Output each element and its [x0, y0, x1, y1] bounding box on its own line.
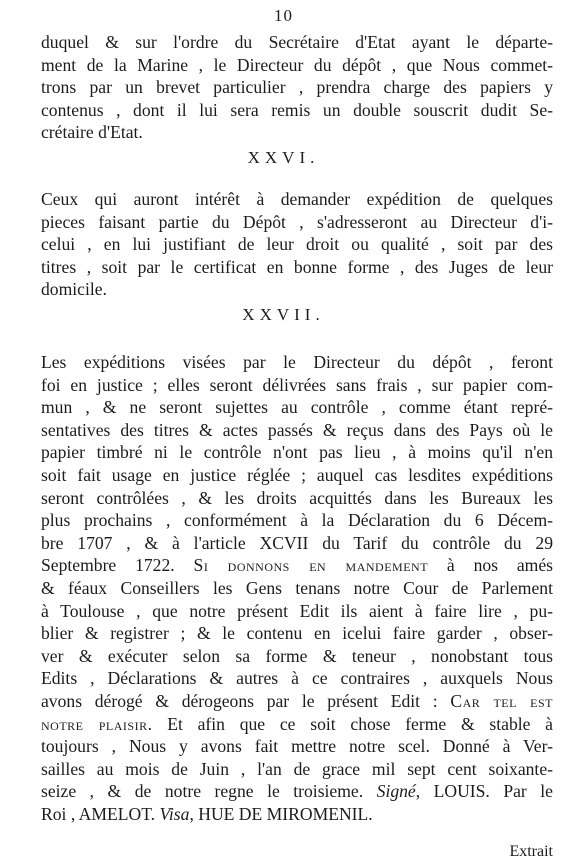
text-line: plus prochains , conformément à la Déclaration du 6 Décem-	[41, 510, 553, 531]
small-caps-run: notre plaisir.	[41, 713, 153, 734]
italic-run: Signé	[376, 781, 416, 802]
text-line: foi en justice ; elles seront délivrées sans frais , sur papier com-	[41, 374, 553, 395]
text-line: & féaux Conseillers les Gens tenans notre Cour de Parlement	[41, 577, 553, 598]
small-caps-run: Si donnons en mandement	[193, 555, 429, 576]
text-line: Edits , Déclarations & autres à ce contraires , auxquels Nous	[41, 668, 553, 689]
text-line: pieces faisant partie du Dépôt , s'adresseront au Directeur d'i-	[41, 211, 553, 232]
text-line: titres , soit par le certificat en bonne forme , des Juges de leur	[41, 256, 553, 277]
page-number: 10	[274, 6, 293, 25]
text-line	[41, 690, 553, 713]
text-line: toujours , Nous y avons fait mettre notre scel. Donné à Ver-	[41, 736, 553, 757]
text-line: ver & exécuter selon sa forme & teneur , nonobstant tous	[41, 645, 553, 666]
text-line: mun , & ne seront sujettes au contrôle , comme étant repré-	[41, 397, 553, 418]
text-run: , LOUIS. Par le	[415, 781, 553, 802]
text-run: Roi , AMELOT.	[41, 803, 156, 824]
text-line: à Toulouse , que notre présent Edit ils aient à faire lire , pu-	[41, 600, 553, 621]
text-line: bre 1707 , & à l'article XCVII du Tarif du contrôle du 29	[41, 532, 553, 553]
italic-run: Visa	[159, 803, 190, 824]
small-caps-run: Car tel est	[450, 690, 553, 711]
text-line: seront contrôlées , & les droits acquittés dans les Bureaux les	[41, 487, 553, 508]
text-line: crétaire d'Etat.	[41, 122, 143, 143]
paragraph-article-27	[41, 351, 553, 825]
text-line: celui , en lui justifiant de leur droit ou qualité , soit par des	[41, 234, 553, 255]
text-line: Les expéditions visées par le Directeur du dépôt , feront	[41, 352, 553, 372]
article-heading-26: XXVI.	[247, 148, 320, 167]
article-heading-27: XXVII.	[242, 305, 325, 324]
text-line: soit fait usage en justice réglée ; auquel cas lesdites expéditions	[41, 464, 553, 485]
text-run: avons dérogé & dérogeons par le présent Edit :	[41, 690, 438, 711]
text-line: ment de la Marine , le Directeur du dépôt , que Nous commet-	[41, 54, 553, 75]
text-line	[41, 713, 553, 736]
text-line	[41, 803, 553, 826]
text-line: contenus , dont il lui sera remis un double souscrit dudit Se-	[41, 99, 553, 120]
text-line	[41, 780, 553, 803]
text-run: Et afin que ce soit chose ferme & stable à	[167, 713, 553, 734]
text-run: Septembre 1722.	[41, 555, 175, 576]
text-line: trons par un brevet particulier , prendra charge des papiers y	[41, 77, 553, 98]
text-run: seize , & de notre regne le troisieme.	[41, 781, 364, 802]
paragraph-article-26	[41, 188, 553, 301]
text-line	[41, 554, 553, 577]
paragraph-article-25-end	[41, 31, 553, 144]
catchword: Extrait	[509, 843, 553, 860]
text-line: papier timbré ni le contrôle n'ont pas lieu , à moins qu'il n'en	[41, 442, 553, 463]
text-line: duquel & sur l'ordre du Secrétaire d'Etat ayant le départe-	[41, 32, 553, 52]
text-run: à nos amés	[446, 555, 554, 576]
text-line: sailles au mois de Juin , l'an de grace mil sept cent soixante-	[41, 758, 553, 779]
text-line: blier & registrer ; & le contenu en icelui faire garder , obser-	[41, 623, 553, 644]
text-line: domicile.	[41, 279, 107, 300]
text-line: Ceux qui auront intérêt à demander expédition de quelques	[41, 189, 553, 209]
text-run: , HUE DE MIROMENIL.	[189, 803, 373, 824]
text-line: sentatives des titres & actes passés & reçus dans des Pays où le	[41, 419, 553, 440]
